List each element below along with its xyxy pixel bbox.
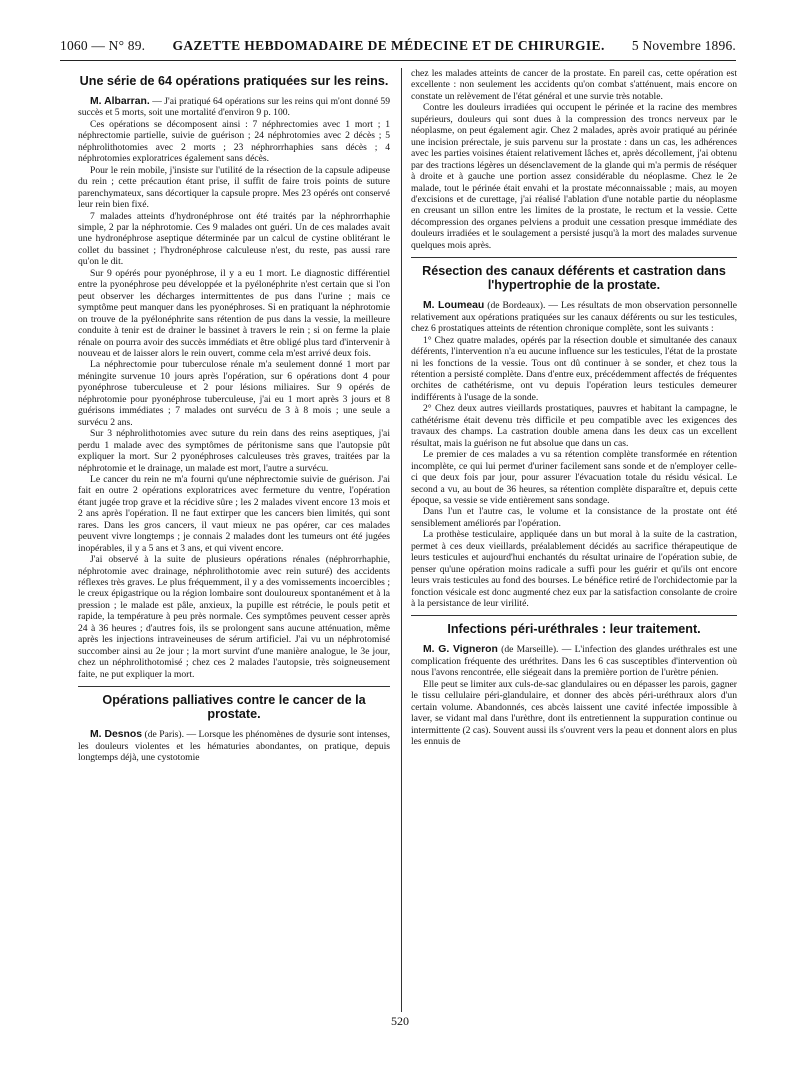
- author-name: M. G. Vigneron: [423, 644, 498, 656]
- body-paragraph: Sur 3 néphrolithotomies avec suture du rein dans des reins aseptiques, j'ai perdu 1 malade avec des symptômes de péritonisme sans que l'autopsie pût expliquer la mort. Sur 2 pyonéphroses calculeuses très graves, traitées par la néphrotomie et le drainage, un malade est mort, l'autre a survécu.: [78, 428, 390, 474]
- journal-title: GAZETTE HEBDOMADAIRE DE MÉDECINE ET DE CHIRURGIE.: [172, 38, 605, 53]
- body-paragraph: Pour le rein mobile, j'insiste sur l'utilité de la résection de la capsule adipeuse du rein ; cette précaution étant prise, il suffit de faire trois points de suture parenchymateux, sans décortiquer la capsule propre. Mes 23 opérés ont conservé leur rein bien fixé.: [78, 164, 390, 211]
- body-paragraph: 2° Chez deux autres vieillards prostatiques, pauvres et habitant la campagne, le cathétérisme était devenu très difficile et peu compatible avec les exigences des travaux des champs. La castration double amena dans les deux cas un excellent résultat, mais la guérison ne fut absolue que dans un cas.: [411, 403, 737, 449]
- author-name: M. Desnos: [90, 729, 143, 741]
- body-paragraph: Elle peut se limiter aux culs-de-sac glandulaires ou en dépasser les parois, gagner le tissu cellulaire péri-glandulaire, et donner des abcès péri-uréthraux alors d'un certain volume. Abandonnés, ces abcès laissent une cavité infectée impossible à laver, se vidant mal dans l'urèthre, dont ils entretiennent la suppuration continue ou intermittente (2 cas). Souvent aussi ils s'ouvrent vers la peau et donnent alors en plus les ennuis de: [411, 678, 737, 748]
- lead-paragraph: [78, 729, 390, 763]
- lead-text: — J'ai pratiqué 64 opérations sur les reins qui m'ont donné 59 succès et 5 morts, soit une mortalité d'environ 9 p. 100.: [78, 96, 390, 119]
- section-title: Résection des canaux déférents et castration dans l'hypertrophie de la prostate.: [422, 264, 726, 293]
- lead-text: (de Paris). — Lorsque les phénomènes de dysurie sont intenses, les douleurs violentes et les hématuries abondantes, on pratique, depuis longtemps déjà, une cystotomie: [78, 729, 390, 764]
- body-paragraph: Contre les douleurs irradiées qui occupent le périnée et la racine des membres supérieurs, douleurs qui sont dues à la compression des troncs nerveux par le néoplasme, on peut également agir. Chez 2 malades, après avoir pratiqué au périnée une incision prérectale, je suis parvenu sur la prostate : dans un cas, les adhérences avec les parties voisines étaient relativement lâches et, après décollement, j'ai obtenu par des tractions légères un désenclavement de la glande qui m'a permis de réséquer à droite et à gauche une portion assez considérable du néoplasme. Chez le 2e malade, tout le périnée était envahi et la prostate méconnaissable ; mais, au moyen d'excisions et de curettage, j'ai réalisé l'ablation d'une notable partie du néoplasme en creusant un sillon entre les limites de la prostate, le rectum et la vessie. Cette décompression des organes pelviens a produit une cessation presque immédiate des douleurs irradiées et le soulagement a persisté jusqu'à la mort des malades survenue quelques mois après.: [411, 102, 737, 251]
- author-name: M. Loumeau: [423, 300, 485, 312]
- running-header: [60, 38, 736, 54]
- lead-paragraph: [78, 96, 390, 119]
- lead-paragraph: [411, 644, 737, 678]
- section-rule: [411, 615, 737, 616]
- body-paragraph: J'ai observé à la suite de plusieurs opérations rénales (néphrorrhaphie, néphrotomie avec drainage, néphrolithotomie avec rein suturé) des accidents réflexes très graves. Le plus fréquemment, il y a des vomissements incoercibles ; le creux épigastrique ou la région lombaire sont douloureux spontanément et à la pression ; le malade est pâle, anxieux, la pupille est rétrécie, le pouls petit et rapide, la température à peu près normale. Ces symptômes peuvent cesser après 24 à 36 heures ; d'autres fois, ils se prolongent sans aucune atténuation, même après les injections intraveineuses de sérum artificiel. J'ai vu un néphrotomisé succomber ainsi au 2e jour ; la mort survint d'une manière analogue, le 3e jour, chez un néphrolithotomisé ; chez ces 2 malades l'autopsie, très soigneusement faite, ne put expliquer la mort.: [78, 554, 390, 680]
- lead-text: (de Marseille). — L'infection des glandes uréthrales est une complication fréquente des uréthrites. Dans les 6 cas susceptibles d'intervention où nous l'avons rencontrée, elle siégeait dans la première portion de l'urètre pénien.: [411, 644, 737, 679]
- author-name: M. Albarran.: [90, 96, 150, 107]
- body-paragraph: 7 malades atteints d'hydronéphrose ont été traités par la néphrorrhaphie simple, 2 par la néphrotomie. Ces 9 malades ont guéri. Un de ces malades avait une hydronéphrose aseptique déterminée par un calcul de cystine oblitérant le collet du bassinet ; l'hydronéphrose calculeuse n'est, du reste, pas aussi rare qu'on le dit.: [78, 210, 390, 268]
- section-title: Opérations palliatives contre le cancer de la prostate.: [102, 693, 366, 722]
- section-rule: [78, 686, 390, 687]
- section-title: Infections péri-uréthrales : leur traitement.: [447, 622, 701, 637]
- header-rule: [60, 60, 736, 61]
- lead-text: (de Bordeaux). — Les résultats de mon observation personnelle relativement aux opérations pratiquées sur les canaux déférents ou sur les testicules, chez 6 prostatiques atteints de rétention chronique complète, sont les suivants :: [411, 300, 737, 335]
- section-title: Une série de 64 opérations pratiquées sur les reins.: [79, 74, 389, 88]
- column-divider: [401, 68, 402, 1012]
- page-number: 520: [391, 1014, 409, 1028]
- section-rule: [411, 257, 737, 258]
- body-paragraph: Sur 9 opérés pour pyonéphrose, il y a eu 1 mort. Le diagnostic différentiel entre la pyonéphrose peu développée et la pyélonéphrite n'est certain que si l'on peut observer les décharges intermittentes de pus dans l'urine ; mais ce symptôme peut manquer dans les pyonéphroses. Si en pratiquant la néphrotomie on trouve de la pyélonéphrite sans rétention de pus dans la vessie, la meilleure conduite à tenir est de drainer le bassinet à travers le rein ; si on ferme la plaie rénale on pourra avoir des succès immédiats et être obligé plus tard d'intervenir à nouveau et de laisser alors le rein ouvert, comme cela m'est arrivé deux fois.: [78, 267, 390, 359]
- body-paragraph: Le cancer du rein ne m'a fourni qu'une néphrectomie suivie de guérison. J'ai fait en outre 2 opérations exploratrices avec fermeture du ventre, l'opération étant jugée trop grave et la récidive sûre ; les 2 malades vivent encore 13 mois et 2 ans après l'opération. Il ne faut extirper que les cancers bien limités, qui sont rares. Dans les gros cancers, il vaut mieux ne pas opérer, car ces malades peuvent vivre longtemps ; je connais 2 malades dont les tumeurs ont été jugées inopérables, il y a 5 ans et 3 ans, et qui vivent encore.: [78, 473, 390, 554]
- body-paragraph: Le premier de ces malades a vu sa rétention complète transformée en rétention incomplète, ce qui lui permet d'uriner facilement sans sonde et de n'employer celle-ci que deux fois par jour, pour assurer l'évacuation totale du résidu vésical. Le second a vu, au bout de 36 heures, sa rétention complète disparaître et, depuis cette époque, sa vessie se vide entièrement sans sondage.: [411, 449, 737, 506]
- issue-date: 5 Novembre 1896.: [631, 38, 736, 53]
- body-paragraph: Dans l'un et l'autre cas, le volume et la consistance de la prostate ont été sensiblement améliorés par l'opération.: [411, 506, 737, 529]
- body-paragraph: Ces opérations se décomposent ainsi : 7 néphrectomies avec 1 mort ; 1 néphrectomie partielle, suivie de guérison ; 24 néphrotomies avec 2 décès ; 5 néphrolithotomies avec 2 morts ; 23 néphrorrhaphies sans décès ; 4 néphrotomies exploratrices également sans décès.: [78, 118, 390, 165]
- body-paragraph: La néphrectomie pour tuberculose rénale m'a seulement donné 1 mort par méningite survenue 10 jours après l'opération, sur 6 opérations dont 4 pour pyonéphrose tuberculeuse et 2 pour lésions miliaires. Sur 9 opérés de néphrotomie pour pyonéphrose tuberculeuse, j'ai eu 1 mort après 3 jours et 8 guérisons immédiates ; 7 malades ont survécu de 3 à 8 mois ; une seule a survécu 2 ans.: [78, 359, 390, 428]
- body-paragraph: La prothèse testiculaire, appliquée dans un but moral à la suite de la castration, permet à ces deux vieillards, préalablement décidés au sacrifice thérapeutique de leurs testicules et aujourd'hui enchantés du résultat urinaire de l'opération subie, de penser qu'une opération moins radicale a suffi pour les guérir et qu'ils ont encore leurs vrais testicules au fond des bourses. Le bénéfice retiré de l'orchidectomie par la fonction vésicale est donc augmenté chez eux par la satisfaction consolante de croire à la persistance de leur virilité.: [411, 529, 737, 610]
- left-column: [78, 68, 390, 1016]
- right-column: [411, 68, 737, 1016]
- issue-number: 1060 — N° 89.: [60, 38, 146, 53]
- lead-paragraph: [411, 300, 737, 334]
- body-paragraph: 1° Chez quatre malades, opérés par la résection double et simultanée des canaux déférents, l'intervention n'a eu aucune influence sur les testicules, l'état de la prostate ni les fonctions de la vessie. Tous ont dû continuer à se sonder, et chez tous la rétention a persisté complète. Dans d'entre eux, précédemment affectés de fréquentes orchites de cathétérisme, ont vu depuis l'opération leurs testicules demeurer indifférents à l'usage de la sonde.: [411, 334, 737, 403]
- body-paragraph: chez les malades atteints de cancer de la prostate. En pareil cas, cette opération est excellente : non seulement les accidents qu'on combat s'atténuent, mais encore on constate un relèvement de l'état général et une survie très notable.: [411, 68, 737, 102]
